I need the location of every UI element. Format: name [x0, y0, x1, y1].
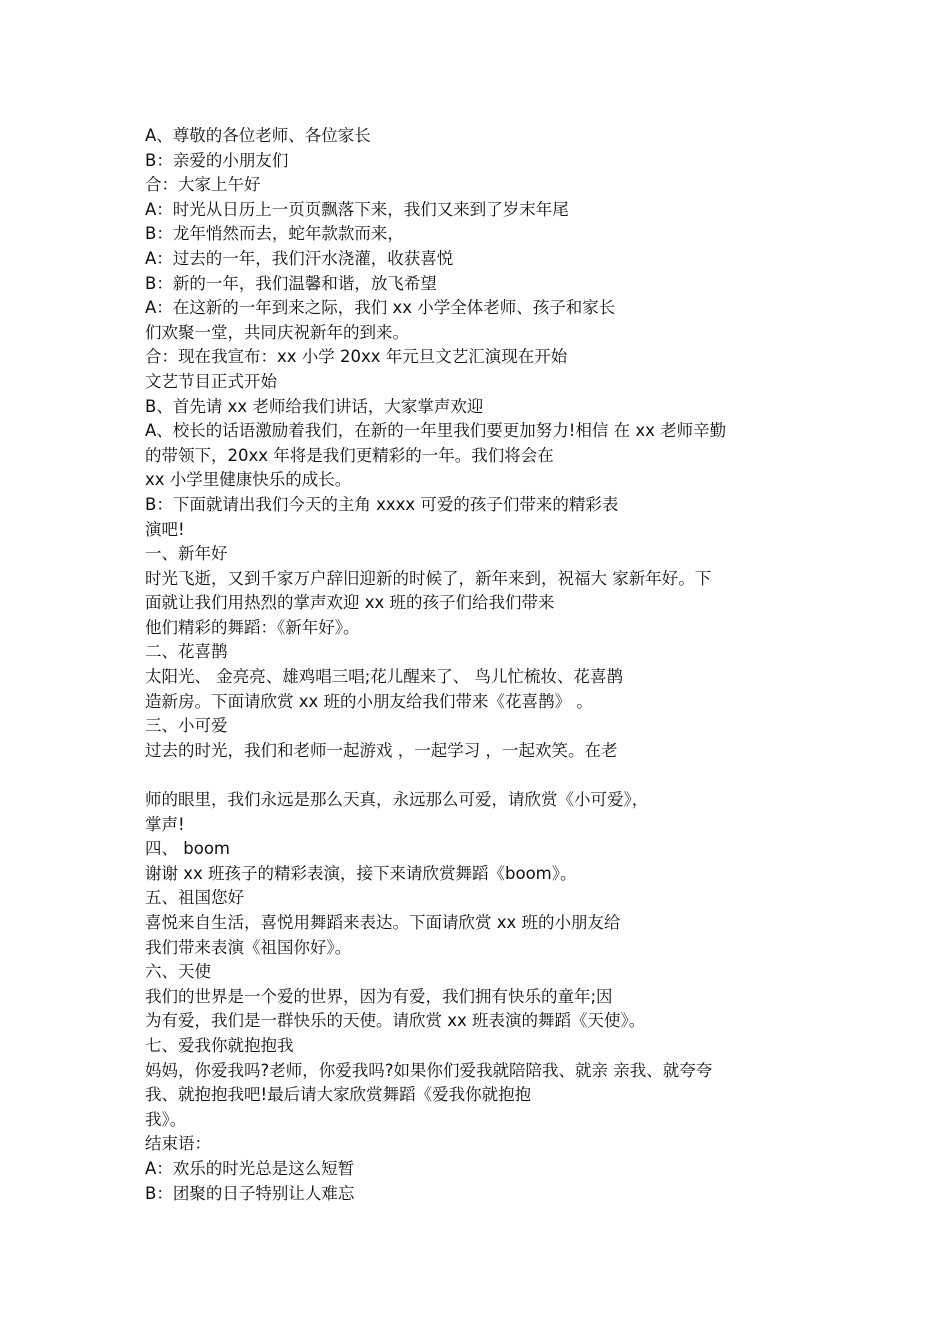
- section-heading: 五、祖国您好: [145, 888, 244, 908]
- text-line: A：时光从日历上一页页飘落下来，我们又来到了岁末年尾: [145, 199, 569, 219]
- text-line: 合：现在我宣布：xx 小学 20xx 年元旦文艺汇演现在开始: [145, 347, 568, 367]
- text-line: 合：大家上午好: [145, 175, 261, 195]
- text-line: A：在这新的一年到来之际，我们 xx 小学全体老师、孩子和家长: [145, 298, 616, 318]
- text-line: 过去的时光，我们和老师一起游戏 ，一起学习 ，一起欢笑。在老: [145, 740, 618, 760]
- text-line: B：新的一年，我们温馨和谐，放飞希望: [145, 273, 437, 293]
- section-heading: 二、花喜鹊: [145, 642, 228, 662]
- text-line: A：欢乐的时光总是这么短暂: [145, 1158, 355, 1178]
- section-heading: 七、爱我你就抱抱我: [145, 1035, 294, 1055]
- text-line: A：过去的一年，我们汗水浇灌，收获喜悦: [145, 248, 454, 268]
- section-heading: 四、 boom: [145, 839, 230, 859]
- text-line: 我、就抱抱我吧!最后请大家欣赏舞蹈《爱我你就抱抱: [145, 1085, 532, 1105]
- text-line: A、尊敬的各位老师、各位家长: [145, 126, 371, 145]
- text-line: 造新房。下面请欣赏 xx 班的小朋友给我们带来《花喜鹊》 。: [145, 691, 593, 711]
- text-line: B：下面就请出我们今天的主角 xxxx 可爱的孩子们带来的精彩表: [145, 494, 619, 514]
- text-line: A、校长的话语激励着我们，在新的一年里我们要更加努力!相信 在 xx 老师辛勤: [145, 421, 727, 441]
- text-line: 为有爱，我们是一群快乐的天使。请欣赏 xx 班表演的舞蹈《天使》。: [145, 1011, 646, 1031]
- text-line: B：龙年悄然而去，蛇年款款而来，: [145, 224, 404, 244]
- text-line: 太阳光、 金亮亮、雄鸡唱三唱;花儿醒来了、 鸟儿忙梳妆、花喜鹊: [145, 667, 624, 687]
- text-line: 我们带来表演《祖国你好》。: [145, 937, 352, 957]
- text-line: 师的眼里，我们永远是那么天真，永远那么可爱，请欣赏《小可爱》，: [145, 790, 649, 810]
- section-heading: 结束语：: [145, 1134, 211, 1154]
- section-heading: 六、天使: [145, 962, 211, 982]
- text-line: 时光飞逝，又到千家万户辞旧迎新的时候了，新年来到，祝福大 家新年好。下: [145, 568, 712, 588]
- text-line: B：亲爱的小朋友们: [145, 150, 289, 170]
- section-heading: 一、新年好: [145, 544, 228, 564]
- text-line: 妈妈，你爱我吗?老师，你爱我吗?如果你们爱我就陪陪我、就亲 亲我、就夸夸: [145, 1060, 713, 1080]
- text-line: 文艺节目正式开始: [145, 371, 277, 391]
- text-line: 的带领下，20xx 年将是我们更精彩的一年。我们将会在: [145, 445, 554, 465]
- document-body: [145, 124, 815, 1206]
- text-line: 我》。: [145, 1109, 187, 1129]
- text-line: 掌声!: [145, 814, 185, 834]
- blank-line: [145, 763, 815, 788]
- text-line: xx 小学里健康快乐的成长。: [145, 470, 352, 490]
- text-line: 们欢聚一堂，共同庆祝新年的到来。: [145, 322, 409, 342]
- text-line: 面就让我们用热烈的掌声欢迎 xx 班的孩子们给我们带来: [145, 593, 555, 613]
- text-line: 谢谢 xx 班孩子的精彩表演，接下来请欣赏舞蹈《boom》。: [145, 863, 577, 883]
- section-heading: 三、小可爱: [145, 716, 228, 736]
- text-line: B、首先请 xx 老师给我们讲话，大家掌声欢迎: [145, 396, 484, 416]
- text-line: 他们精彩的舞蹈：《新年好》。: [145, 617, 360, 637]
- text-line: B：团聚的日子特别让人难忘: [145, 1183, 355, 1203]
- text-line: 我们的世界是一个爱的世界，因为有爱，我们拥有快乐的童年;因: [145, 986, 613, 1006]
- text-line: 喜悦来自生活，喜悦用舞蹈来表达。下面请欣赏 xx 班的小朋友给: [145, 913, 621, 932]
- text-line: 演吧!: [145, 519, 185, 539]
